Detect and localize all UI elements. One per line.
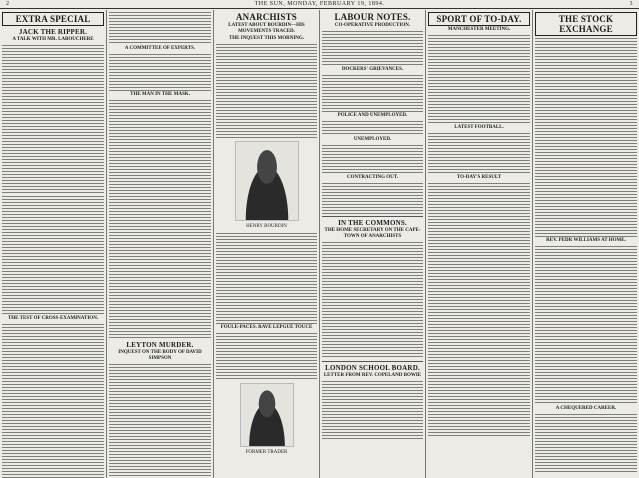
dockers-subheading: DOCKERS' GRIEVANCES. <box>341 67 404 72</box>
labour-notes-heading: LABOUR NOTES. <box>334 12 411 22</box>
bourdin-subheading: LATEST ABOUT BOURDIN—HIS MOVEMENTS TRACED. <box>228 23 305 34</box>
divider <box>322 216 423 217</box>
article-text <box>428 34 530 124</box>
portrait-caption: FORMER TRADER <box>245 450 288 455</box>
results-subheading: TO-DAY'S RESULT <box>456 175 502 180</box>
article-text <box>535 37 637 237</box>
page-number-right: 3 <box>629 1 633 7</box>
article-text <box>535 413 637 473</box>
article-text <box>322 144 423 174</box>
article-text <box>535 245 637 405</box>
article-text <box>322 182 423 214</box>
inquest-morning-subheading: THE INQUEST THIS MORNING. <box>228 36 305 41</box>
article-text <box>109 53 211 91</box>
labouchere-subheading: A TALK WITH MR. LABOUCHERE <box>12 37 94 42</box>
article-text <box>2 323 104 478</box>
column-4 <box>320 10 426 478</box>
article-text <box>109 99 211 339</box>
article-text <box>322 120 423 136</box>
divider <box>322 361 423 362</box>
cross-examination-subheading: THE TEST OF CROSS-EXAMINATION. <box>7 316 99 321</box>
article-text <box>322 74 423 112</box>
article-text <box>109 11 211 45</box>
article-text <box>109 363 211 478</box>
article-text <box>322 30 423 66</box>
article-text <box>322 380 423 440</box>
chequered-career-subheading: A CHEQUERED CAREER. <box>555 406 617 411</box>
pedr-williams-subheading: REV. PEDR WILLIAMS AT HOME. <box>546 238 626 243</box>
column-2 <box>107 10 214 478</box>
article-text <box>2 44 104 194</box>
committee-subheading: A COMMITTEE OF EXPERTS. <box>124 46 196 51</box>
article-text <box>428 132 530 174</box>
column-6 <box>533 10 639 478</box>
portrait-illustration <box>235 141 299 221</box>
extra-special-heading: EXTRA SPECIAL <box>2 12 104 26</box>
manchester-subheading: MANCHESTER MEETING. <box>447 27 511 32</box>
jack-the-ripper-heading: JACK THE RIPPER. <box>18 28 88 36</box>
masthead <box>0 0 639 9</box>
foule-paces-subheading: FOULE-PACES. RAVE LEPGUE TOUCE <box>220 325 313 330</box>
sport-heading: SPORT OF TO-DAY. <box>428 12 530 26</box>
portrait-caption: HENRY BOURDIN <box>246 224 287 229</box>
portrait-illustration <box>240 383 294 447</box>
unemployed-subheading: UNEMPLOYED. <box>353 137 392 142</box>
column-3 <box>214 10 320 478</box>
anarchists-heading: ANARCHISTS <box>235 12 297 22</box>
in-the-commons-heading: IN THE COMMONS. <box>338 219 407 227</box>
police-unemployed-subheading: POLICE AND UNEMPLOYED. <box>337 113 408 118</box>
page-number-left: 2 <box>6 1 10 7</box>
home-secretary-subheading: THE HOME SECRETARY ON THE CAPE- TOWN OF ANARCHISTS <box>324 228 421 239</box>
stock-exchange-heading: THE STOCK EXCHANGE <box>535 12 637 36</box>
article-text <box>216 232 317 324</box>
inquest-subheading: INQUEST ON THE BODY OF DAVID SIMPSON <box>118 350 202 361</box>
school-board-heading: LONDON SCHOOL BOARD. <box>325 364 420 372</box>
co-operative-subheading: CO-OPERATIVE PRODUCTION. <box>334 23 411 28</box>
latest-football-subheading: LATEST FOOTBALL. <box>454 125 504 130</box>
column-5 <box>426 10 533 478</box>
copeland-bowie-subheading: LETTER FROM REV. COPELAND BOWIE <box>323 373 422 378</box>
article-text <box>428 182 530 437</box>
article-text <box>2 195 104 315</box>
contracting-out-subheading: CONTRACTING OUT. <box>346 175 399 180</box>
article-text <box>216 43 317 138</box>
article-text <box>216 332 317 380</box>
article-text <box>322 241 423 359</box>
leyton-murder-heading: LEYTON MURDER. <box>126 341 194 349</box>
masthead-title: THE SUN, MONDAY, FEBRUARY 19, 1894. <box>254 1 385 7</box>
man-in-mask-subheading: THE MAN IN THE MASK. <box>130 92 190 97</box>
column-1 <box>0 10 107 478</box>
